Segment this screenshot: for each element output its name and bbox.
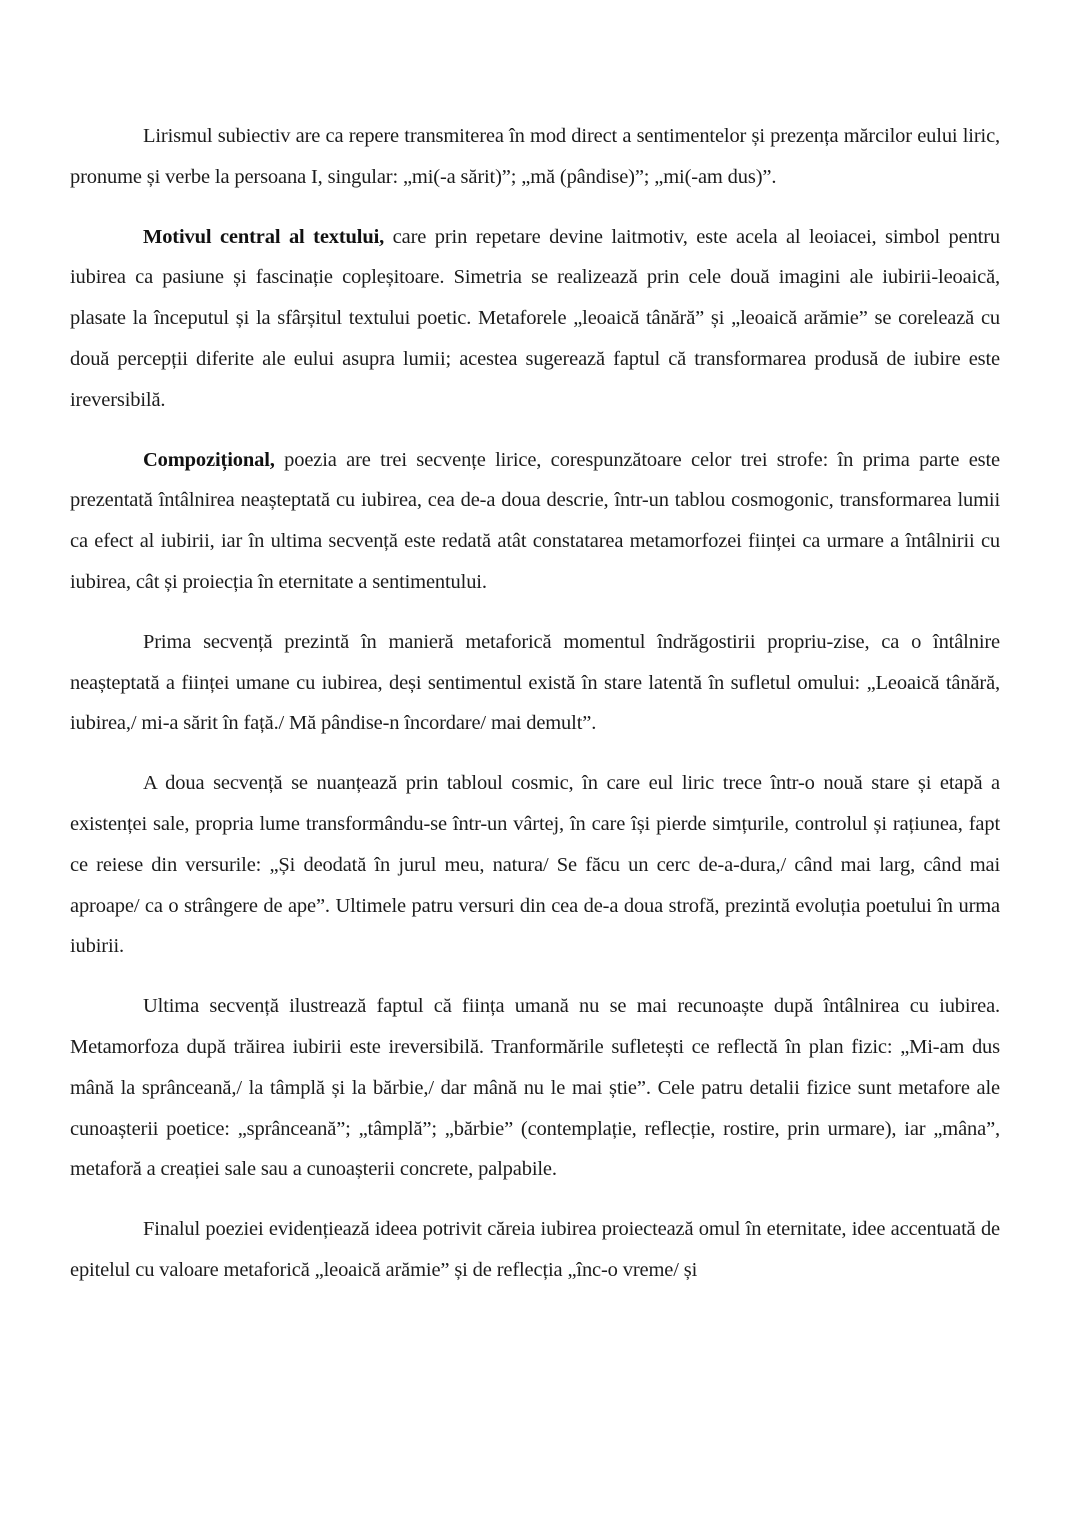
paragraph-lead: Compozițional, xyxy=(143,448,275,471)
paragraph-finalul xyxy=(70,1209,1000,1291)
paragraph-compozitional xyxy=(70,440,1000,603)
paragraph-text: Ultima secvență ilustrează faptul că ființa umană nu se mai recunoaște după întâlnirea cu iubirea. Metamorfoza după trăirea iubirii este ireversibilă. Tranformările sufletești ce reflectă în plan fizic: „Mi-am dus mână la sprânceană,/ la tâmplă și la bărbie,/ dar mână nu le mai știe”. Cele patru detalii fizice sunt metafore ale cunoașterii poetice: „sprânceană”; „tâmplă”; „bărbie” (contemplație, reflecție, rostire, prin urmare), iar „mâna”, metaforă a creației sale sau a cunoașterii concrete, palpabile. xyxy=(70,995,1000,1181)
paragraph-text: Prima secvență prezintă în manieră metaforică momentul îndrăgostirii propriu-zise, ca o întâlnire neașteptată a ființei umane cu iubirea, deși sentimentul există în stare latentă în sufletul omului: „Leoaică tânără, iubirea,/ mi-a sărit în față./ Mă pândise-n încordare/ mai demult”. xyxy=(70,630,1000,735)
paragraph-lirism-subiectiv xyxy=(70,116,1000,198)
document-page xyxy=(70,116,1000,1310)
paragraph-text: care prin repetare devine laitmotiv, este acela al leoiacei, simbol pentru iubirea ca pasiune și fascinație copleșitoare. Simetria se realizează prin cele două imagini ale iubirii-leoaică, plasate la începutul și la sfârșitul textului poetic. Metaforele „leoaică tânără” și „leoaică arămie” se corelează cu două percepții diferite ale eului asupra lumii; acestea sugerează faptul că transformarea produsă de iubire este ireversibilă. xyxy=(70,225,1000,411)
paragraph-text: A doua secvență se nuanțează prin tabloul cosmic, în care eul liric trece într-o nouă stare și etapă a existenței sale, propria lume transformându-se într-un vârtej, în care își pierde simțurile, controlul și rațiunea, fapt ce reiese din versurile: „Și deodată în jurul meu, natura/ Se făcu un cerc de-a-dura,/ când mai larg, când mai aproape/ ca o strângere de ape”. Ultimele patru versuri din cea de-a doua strofă, prezintă evoluția poetului în urma iubirii. xyxy=(70,772,1000,958)
paragraph-text: Lirismul subiectiv are ca repere transmiterea în mod direct a sentimentelor și prezența mărcilor eului liric, pronume și verbe la persoana I, singular: „mi(-a sărit)”; „mă (pândise)”; „mi(-am dus)”. xyxy=(70,125,1000,188)
paragraph-a-doua-secventa xyxy=(70,763,1000,967)
paragraph-lead: Motivul central al textului, xyxy=(143,225,385,248)
paragraph-text: Finalul poeziei evidențiează ideea potrivit căreia iubirea proiectează omul în eternitate, idee accentuată de epitelul cu valoare metaforică „leoaică arămie” și de reflecția „înc-o vreme/ și xyxy=(70,1218,1000,1281)
paragraph-text: poezia are trei secvențe lirice, corespunzătoare celor trei strofe: în prima parte este prezentată întâlnirea neașteptată cu iubirea, cea de-a doua descrie, într-un tablou cosmogonic, transformarea lumii ca efect al iubirii, iar în ultima secvență este redată atât constatarea metamorfozei ființei ca urmare a întâlnirii cu iubirea, cât și proiecția în eternitate a sentimentului. xyxy=(70,448,1000,593)
paragraph-ultima-secventa xyxy=(70,986,1000,1190)
paragraph-prima-secventa xyxy=(70,622,1000,744)
paragraph-motiv-central xyxy=(70,217,1000,421)
